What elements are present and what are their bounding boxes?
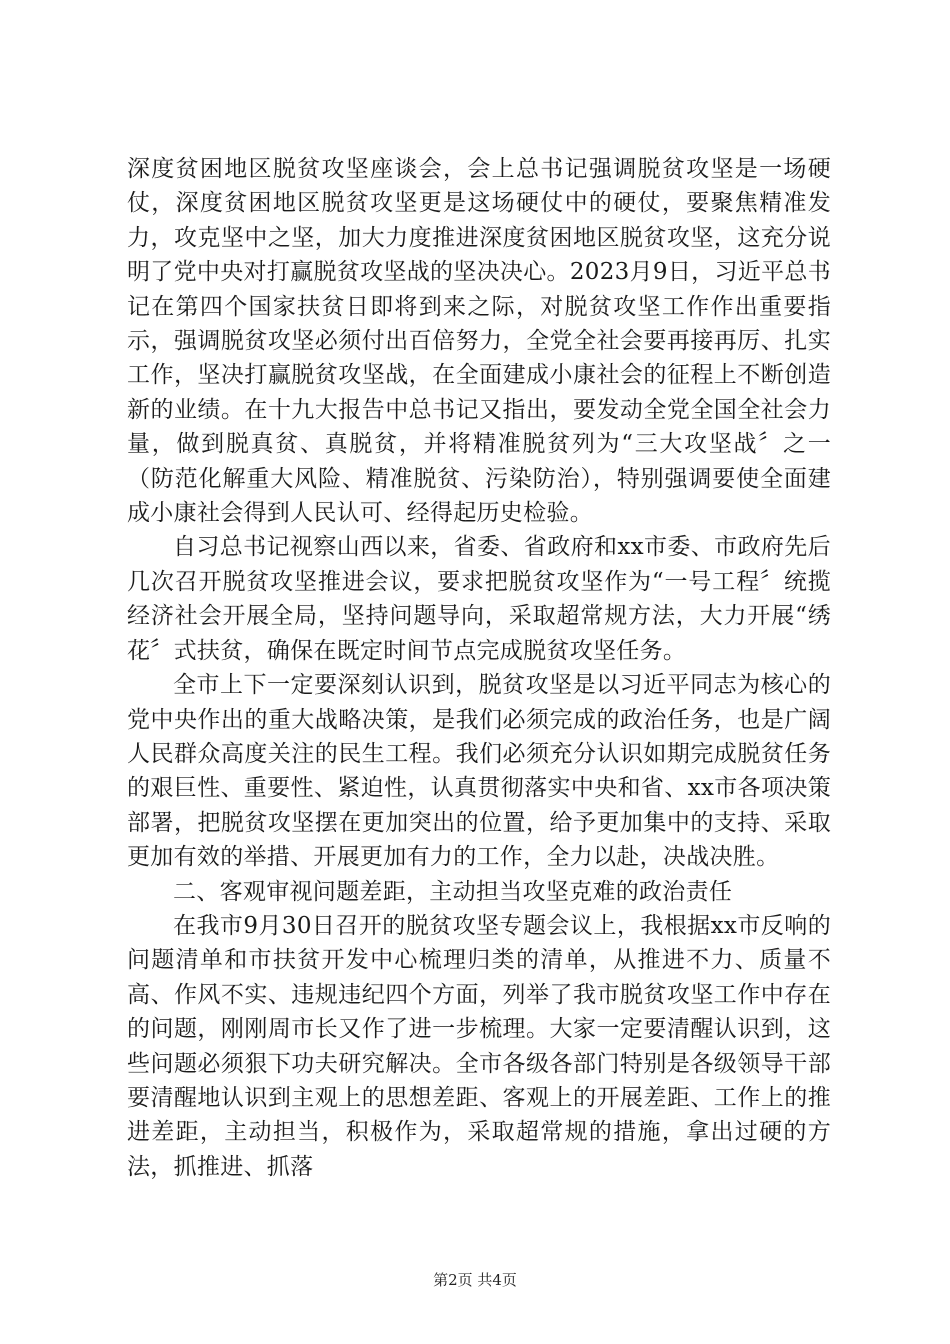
document-body [127, 152, 831, 1184]
paragraph-2: 自习总书记视察山西以来，省委、省政府和xx市委、市政府先后几次召开脱贫攻坚推进会议，要求把脱贫攻坚作为“一号工程〞统揽经济社会开展全局，坚持问题导向，采取超常规方法，大力开展“绣花〞式扶贫，确保在既定时间节点完成脱贫攻坚任务。 [127, 534, 831, 664]
page-footer [0, 1270, 950, 1290]
section-heading: 二、客观审视问题差距，主动担当攻坚克难的政治责任 [173, 878, 733, 905]
paragraph-4: 在我市9月30日召开的脱贫攻坚专题会议上，我根据xx市反响的问题清单和市扶贫开发中心梳理归类的清单，从推进不力、质量不高、作风不实、违规违纪四个方面，列举了我市脱贫攻坚工作中存在的问题，刚刚周市长又作了进一步梳理。大家一定要清醒认识到，这些问题必须狠下功夫研究解决。全市各级各部门特别是各级领导干部要清醒地认识到主观上的思想差距、客观上的开展差距、工作上的推进差距，主动担当，积极作为，采取超常规的措施，拿出过硬的方法，抓推进、抓落 [127, 912, 831, 1180]
paragraph-3: 全市上下一定要深刻认识到，脱贫攻坚是以习近平同志为核心的党中央作出的重大战略决策，是我们必须完成的政治任务，也是广阔人民群众高度关注的民生工程。我们必须充分认识如期完成脱贫任务的艰巨性、重要性、紧迫性，认真贯彻落实中央和省、xx市各项决策部署，把脱贫攻坚摆在更加突出的位置，给予更加集中的支持、采取更加有效的举措、开展更加有力的工作，全力以赴，决战决胜。 [127, 672, 831, 871]
paragraph-1: 深度贫困地区脱贫攻坚座谈会，会上总书记强调脱贫攻坚是一场硬仗，深度贫困地区脱贫攻坚更是这场硬仗中的硬仗，要聚焦精准发力，攻克坚中之坚，加大力度推进深度贫困地区脱贫攻坚，这充分说明了党中央对打赢脱贫攻坚战的坚决决心。2023月9日，习近平总书记在第四个国家扶贫日即将到来之际，对脱贫攻坚工作作出重要指示，强调脱贫攻坚必须付出百倍努力，全党全社会要再接再厉、扎实工作，坚决打赢脱贫攻坚战，在全面建成小康社会的征程上不断创造新的业绩。在十九大报告中总书记又指出，要发动全党全国全社会力量，做到脱真贫、真脱贫，并将精准脱贫列为“三大攻坚战〞之一（防范化解重大风险、精准脱贫、污染防治），特别强调要使全面建成小康社会得到人民认可、经得起历史检验。 [127, 156, 831, 527]
page-number: 第2页 共4页 [433, 1271, 517, 1289]
